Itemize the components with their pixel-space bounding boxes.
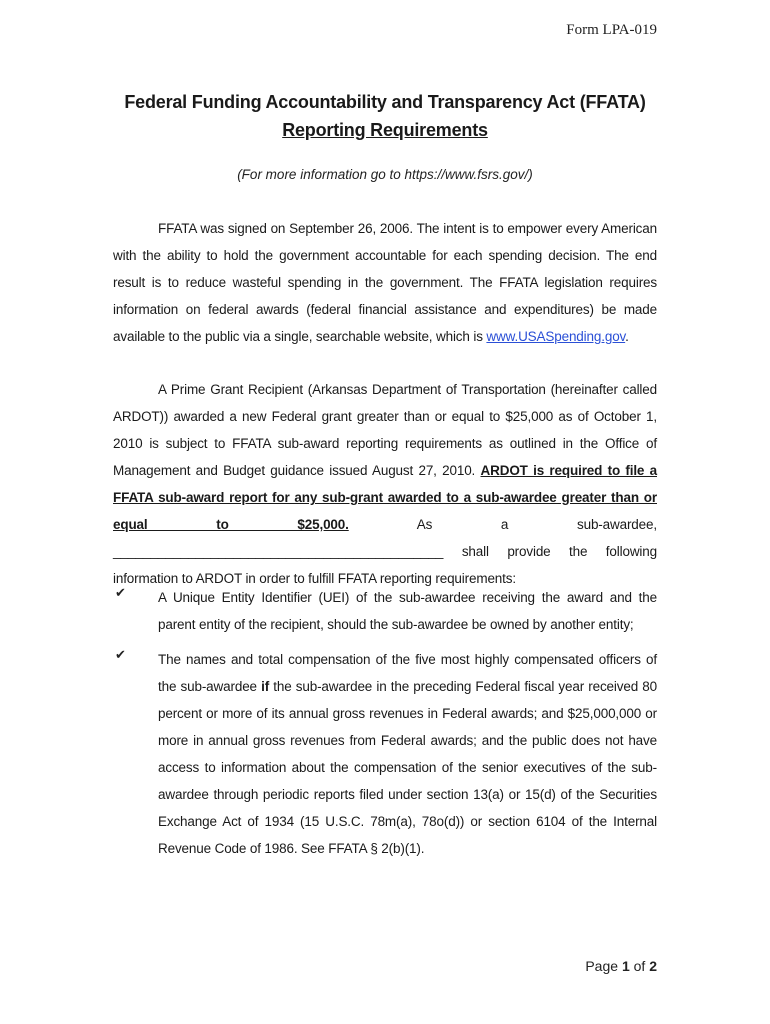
paragraph-recipient-text2: )) awarded a new Federal grant greater than or equal to $25,000 as of October 1, 2010 is subject to FFATA sub-award reporting requirements as outlined in the Office of Management and Budget guidance issued August 27, 2010. (113, 409, 657, 478)
form-id: Form LPA-019 (566, 22, 657, 38)
usaspending-link[interactable]: www.USASpending.gov (486, 329, 626, 344)
paragraph-recipient-text4: shall provide the following information to (113, 544, 657, 586)
bullet-text-compensation: The names and total compensation of the five most highly compensated officers of the sub-awardee if the sub-awardee in the preceding Federal fiscal year received 80 percent or more of its annual gross revenues in Federal awards; and $25,000,000 or more in annual gross revenues from Federal awards; and the public does not have access to information about the compensation of the senior executives of the sub-awardee through periodic reports filed under section 13(a) or 15(d) of the Securities Exchange Act of 1934 (15 U.S.C. 78m(a), 78o(d)) or section 6104 of the Internal Revenue Code of 1986. See FFATA § 2(b)(1). (158, 652, 657, 856)
list-item (113, 646, 657, 862)
ardot-abbrev-1: ARDOT (113, 409, 160, 424)
ardot-abbrev-2: ARDOT (195, 571, 242, 586)
paragraph-recipient-text3: As a sub-awardee, (348, 517, 657, 532)
bullet-text-uei: A Unique Entity Identifier (UEI) of the sub-awardee receiving the award and the parent entity of the recipient, should the sub-awardee be owned by another entity; (158, 590, 657, 632)
info-note: (For more information go to https://www.fsrs.gov/) (237, 167, 533, 182)
page-number: Page 1 of 2 (585, 958, 657, 974)
paragraph-intro-end: . (625, 329, 629, 344)
paragraph-recipient-text1: A Prime Grant Recipient (Arkansas Department of Transportation (hereinafter called (158, 382, 657, 397)
check-icon: ✔ (115, 648, 126, 663)
paragraph-recipient-bold: ARDOT is required to file a FFATA sub-award report for any sub-grant awarded to a sub-awardee greater than or equal to $25,000. (113, 463, 657, 532)
paragraph-recipient (113, 376, 657, 592)
check-icon: ✔ (115, 586, 126, 601)
paragraph-intro (113, 215, 657, 350)
paragraph-intro-text: FFATA was signed on September 26, 2006. The intent is to empower every American with the ability to hold the government accountable for each spending decision. The end result is to reduce wasteful spending in the government. The FFATA legislation requires information on federal awards (federal financial assistance and expenditures) be made available to the public via a single, searchable website, which is (113, 221, 657, 344)
paragraph-recipient-text5: in order to fulfill FFATA reporting requirements: (241, 571, 516, 586)
list-item (113, 584, 657, 638)
page-title: Federal Funding Accountability and Transparency Act (FFATA) (124, 92, 646, 112)
sub-awardee-blank[interactable]: ____________________________________________ (113, 544, 444, 559)
title-block (0, 88, 770, 144)
page-subtitle: Reporting Requirements (282, 120, 488, 140)
